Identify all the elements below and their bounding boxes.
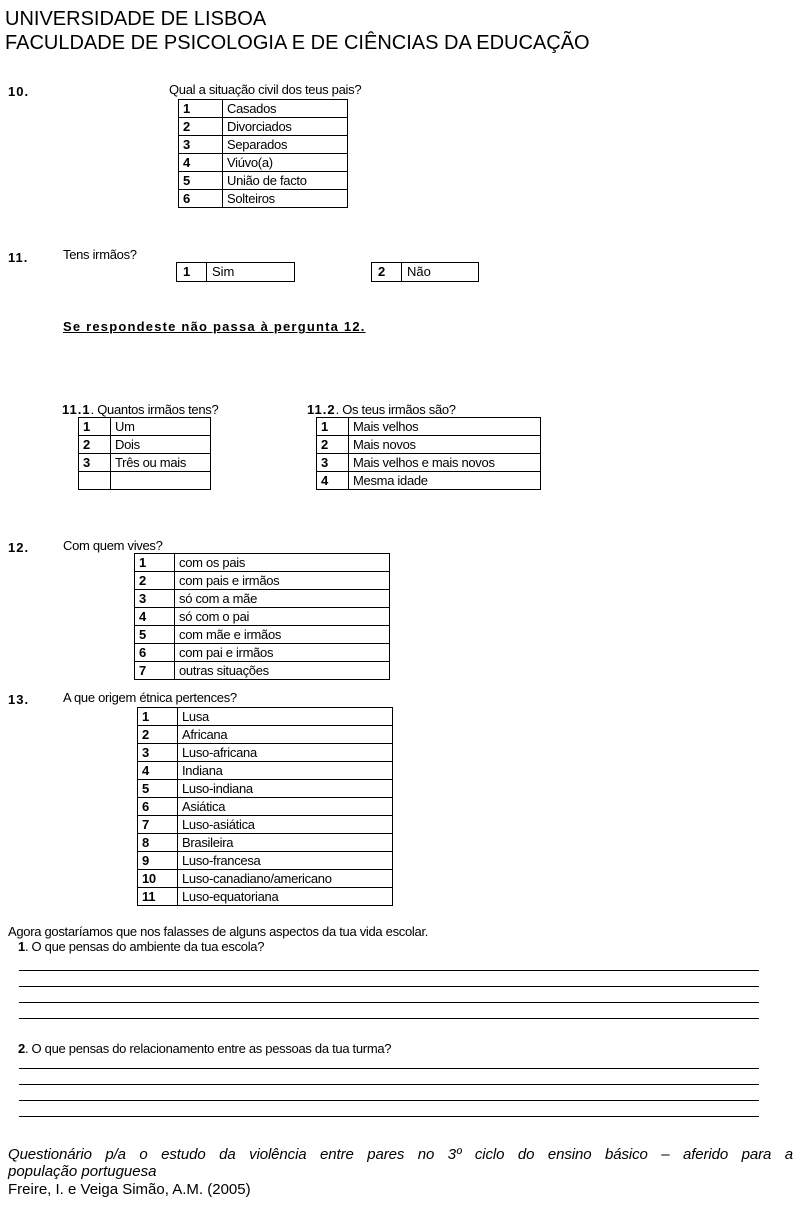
question-11-1-number: 11.1 xyxy=(62,402,91,417)
question-11-number: 11. xyxy=(8,250,29,265)
school-question-1-number: 1 xyxy=(18,939,25,954)
answer-line[interactable] xyxy=(19,1018,759,1019)
footer-title-line-1: Questionário p/a o estudo da violência entre pares no 3º ciclo do ensino básico – aferido para a xyxy=(8,1146,793,1163)
option-row[interactable] xyxy=(138,888,393,906)
school-question-1-text: . O que pensas do ambiente da tua escola? xyxy=(24,939,265,954)
option-label: Três ou mais xyxy=(111,454,211,472)
option-label: Luso-canadiano/americano xyxy=(178,870,393,888)
option-label: Sim xyxy=(212,264,235,279)
option-number: 1 xyxy=(317,418,349,436)
option-label: Separados xyxy=(223,136,348,154)
question-11-2-number: 11.2 xyxy=(307,402,336,417)
option-label: Brasileira xyxy=(178,834,393,852)
option-label xyxy=(111,472,211,490)
option-label: Divorciados xyxy=(223,118,348,136)
question-11-2-options xyxy=(316,417,541,490)
footer-title-line-2: população portuguesa xyxy=(8,1163,157,1180)
option-number: 10 xyxy=(138,870,178,888)
option-number: 1 xyxy=(135,554,175,572)
answer-line[interactable] xyxy=(19,1116,759,1117)
option-label: Lusa xyxy=(178,708,393,726)
option-label: Luso-francesa xyxy=(178,852,393,870)
option-row[interactable] xyxy=(135,626,390,644)
option-label: com os pais xyxy=(175,554,390,572)
question-12-number: 12. xyxy=(8,540,30,555)
school-intro: Agora gostaríamos que nos falasses de alguns aspectos da tua vida escolar. xyxy=(8,924,429,939)
question-11-text: Tens irmãos? xyxy=(63,247,137,262)
option-row[interactable] xyxy=(138,762,393,780)
option-row[interactable] xyxy=(317,472,541,490)
question-11-2-text: . Os teus irmãos são? xyxy=(335,402,456,417)
question-10-number: 10. xyxy=(8,84,30,99)
question-12-text: Com quem vives? xyxy=(63,538,163,553)
question-13-number: 13. xyxy=(8,692,30,707)
question-11-1-options xyxy=(78,417,211,490)
option-sim[interactable] xyxy=(176,262,295,282)
option-row[interactable] xyxy=(179,136,348,154)
option-number: 2 xyxy=(372,263,402,281)
option-number: 4 xyxy=(317,472,349,490)
option-label: outras situações xyxy=(175,662,390,680)
option-row[interactable] xyxy=(138,744,393,762)
option-number: 6 xyxy=(138,798,178,816)
option-label: com pais e irmãos xyxy=(175,572,390,590)
option-number: 4 xyxy=(179,154,223,172)
question-11-1-heading xyxy=(62,402,218,417)
option-row[interactable] xyxy=(317,454,541,472)
option-number: 8 xyxy=(138,834,178,852)
option-label: só com o pai xyxy=(175,608,390,626)
option-row[interactable] xyxy=(135,644,390,662)
option-row[interactable] xyxy=(135,572,390,590)
answer-line[interactable] xyxy=(19,1002,759,1003)
option-row[interactable] xyxy=(138,798,393,816)
option-row[interactable] xyxy=(79,436,211,454)
options-body xyxy=(179,100,348,208)
option-row[interactable] xyxy=(138,780,393,798)
option-row[interactable] xyxy=(179,190,348,208)
option-label: com mãe e irmãos xyxy=(175,626,390,644)
faculty-name: FACULDADE DE PSICOLOGIA E DE CIÊNCIAS DA EDUCAÇÃO xyxy=(5,32,590,54)
option-row[interactable] xyxy=(138,816,393,834)
option-number: 5 xyxy=(179,172,223,190)
answer-line[interactable] xyxy=(19,1068,759,1069)
question-11-1-text: . Quantos irmãos tens? xyxy=(90,402,219,417)
option-number: 6 xyxy=(135,644,175,662)
school-question-2-text: . O que pensas do relacionamento entre as pessoas da tua turma? xyxy=(24,1041,392,1056)
answer-line[interactable] xyxy=(19,1084,759,1085)
option-row[interactable] xyxy=(179,172,348,190)
skip-instruction: Se respondeste não passa à pergunta 12. xyxy=(63,319,366,334)
option-label: Dois xyxy=(111,436,211,454)
option-row[interactable] xyxy=(179,118,348,136)
option-number: 3 xyxy=(317,454,349,472)
option-number: 2 xyxy=(179,118,223,136)
option-number: 7 xyxy=(135,662,175,680)
question-10-options xyxy=(178,99,348,208)
option-number: 2 xyxy=(79,436,111,454)
option-number: 11 xyxy=(138,888,178,906)
option-number: 2 xyxy=(138,726,178,744)
option-number xyxy=(79,472,111,490)
option-number: 1 xyxy=(177,263,207,281)
option-row[interactable] xyxy=(138,726,393,744)
option-row[interactable] xyxy=(179,100,348,118)
option-label: Mais novos xyxy=(349,436,541,454)
options-body xyxy=(79,418,211,490)
option-label: com pai e irmãos xyxy=(175,644,390,662)
option-number: 4 xyxy=(135,608,175,626)
option-label: Africana xyxy=(178,726,393,744)
answer-line[interactable] xyxy=(19,970,759,971)
option-label: Luso-asiática xyxy=(178,816,393,834)
option-label: Asiática xyxy=(178,798,393,816)
option-number: 7 xyxy=(138,816,178,834)
option-label: Indiana xyxy=(178,762,393,780)
school-question-2 xyxy=(18,1041,391,1056)
question-10-text: Qual a situação civil dos teus pais? xyxy=(169,82,362,97)
option-row[interactable] xyxy=(138,870,393,888)
school-question-1 xyxy=(18,939,264,954)
answer-line[interactable] xyxy=(19,986,759,987)
option-number: 9 xyxy=(138,852,178,870)
question-11-2-heading xyxy=(307,402,456,417)
footer-authors: Freire, I. e Veiga Simão, A.M. (2005) xyxy=(8,1181,251,1198)
option-row[interactable] xyxy=(79,454,211,472)
option-label: Casados xyxy=(223,100,348,118)
option-number: 6 xyxy=(179,190,223,208)
option-row[interactable] xyxy=(138,708,393,726)
option-label: Um xyxy=(111,418,211,436)
option-number: 5 xyxy=(135,626,175,644)
option-label: Luso-equatoriana xyxy=(178,888,393,906)
options-body xyxy=(317,418,541,490)
option-number: 5 xyxy=(138,780,178,798)
option-row[interactable] xyxy=(179,154,348,172)
school-question-2-number: 2 xyxy=(18,1041,25,1056)
option-label: Luso-africana xyxy=(178,744,393,762)
option-label: Solteiros xyxy=(223,190,348,208)
option-row[interactable] xyxy=(135,554,390,572)
option-number: 2 xyxy=(135,572,175,590)
option-nao[interactable] xyxy=(371,262,479,282)
option-row[interactable] xyxy=(138,834,393,852)
option-row[interactable] xyxy=(79,472,211,490)
option-number: 3 xyxy=(79,454,111,472)
option-number: 4 xyxy=(138,762,178,780)
option-row[interactable] xyxy=(138,852,393,870)
option-label: Não xyxy=(407,264,431,279)
option-label: Luso-indiana xyxy=(178,780,393,798)
option-number: 1 xyxy=(79,418,111,436)
option-label: Mesma idade xyxy=(349,472,541,490)
option-number: 2 xyxy=(317,436,349,454)
option-label: União de facto xyxy=(223,172,348,190)
option-number: 3 xyxy=(179,136,223,154)
option-label: Mais velhos xyxy=(349,418,541,436)
option-label: Mais velhos e mais novos xyxy=(349,454,541,472)
question-13-options xyxy=(137,707,393,906)
option-row[interactable] xyxy=(135,590,390,608)
options-body xyxy=(138,708,393,906)
question-12-options xyxy=(134,553,390,680)
option-number: 3 xyxy=(138,744,178,762)
option-row[interactable] xyxy=(79,418,211,436)
question-13-text: A que origem étnica pertences? xyxy=(63,690,237,705)
option-number: 1 xyxy=(179,100,223,118)
option-row[interactable] xyxy=(317,436,541,454)
answer-line[interactable] xyxy=(19,1100,759,1101)
institution-name: UNIVERSIDADE DE LISBOA xyxy=(5,8,267,30)
option-row[interactable] xyxy=(317,418,541,436)
options-body xyxy=(135,554,390,680)
option-row[interactable] xyxy=(135,608,390,626)
option-label: Viúvo(a) xyxy=(223,154,348,172)
option-number: 3 xyxy=(135,590,175,608)
option-number: 1 xyxy=(138,708,178,726)
option-row[interactable] xyxy=(135,662,390,680)
option-label: só com a mãe xyxy=(175,590,390,608)
